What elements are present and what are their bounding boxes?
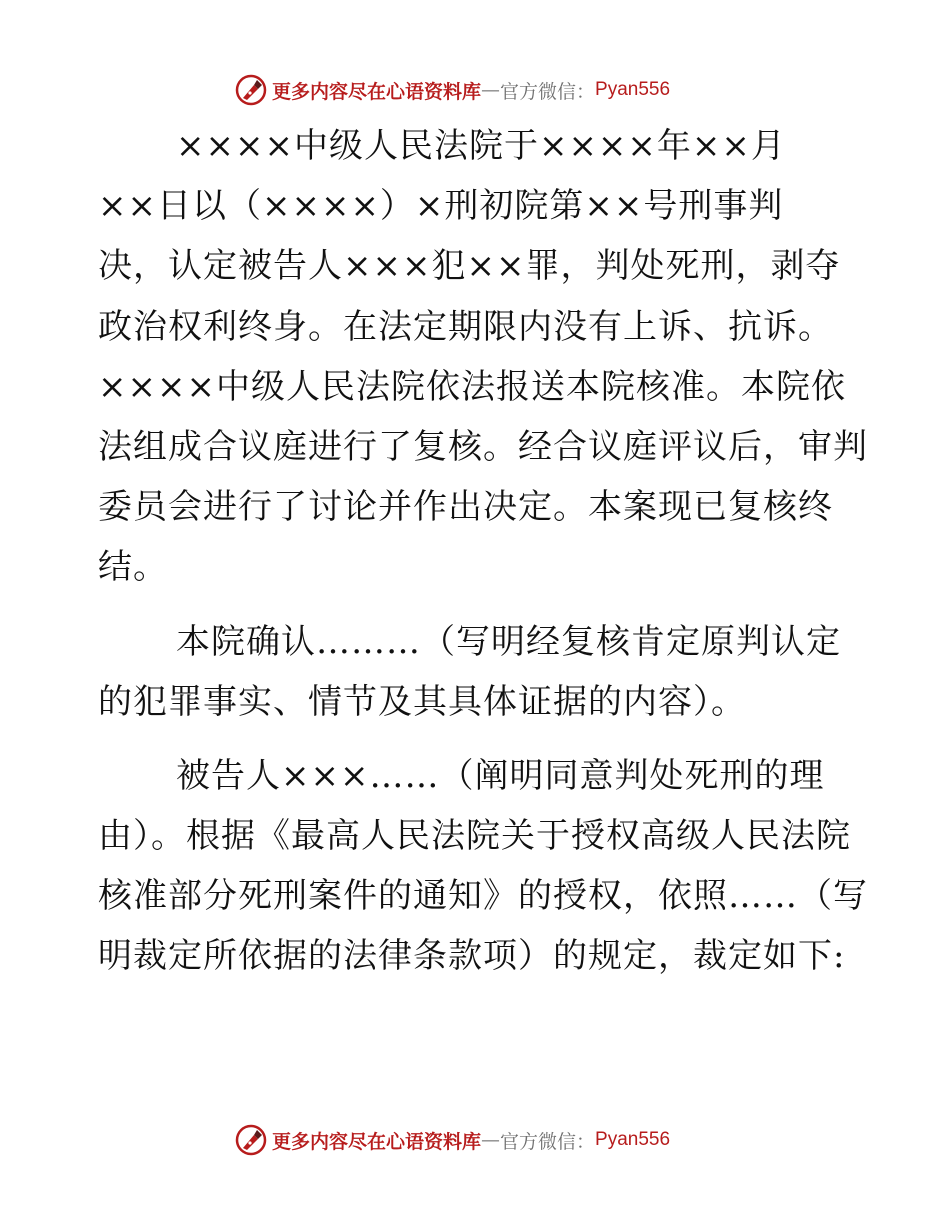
footer-wechat-label: 官方微信： (500, 1130, 596, 1153)
pen-nib-logo-icon (234, 73, 268, 107)
text-line: 法组成合议庭进行了复核。经合议庭评议后，审判 (98, 426, 868, 467)
header-wechat-id: Pyan556 (595, 79, 671, 100)
text-line: 被告人×××……（阐明同意判处死刑的理 (176, 755, 825, 796)
header-separator: — (481, 79, 501, 101)
pen-nib-logo-icon (234, 1123, 268, 1157)
header-wechat-label: 官方微信： (500, 80, 596, 103)
paragraph-ruling-basis (98, 746, 868, 987)
text-line: ××日以（××××）×刑初院第××号刑事判 (98, 186, 784, 227)
paragraph-gap (98, 732, 850, 746)
paragraph-court-confirms (98, 612, 850, 732)
paragraph-review-procedure (98, 116, 868, 598)
text-line: 委员会进行了讨论并作出决定。本案现已复核终 (98, 487, 833, 528)
text-line: 决，认定被告人×××犯××罪，判处死刑，剥夺 (98, 246, 841, 287)
header-banner (234, 73, 670, 107)
text-line: ××××中级人民法院于××××年××月 (176, 126, 786, 166)
footer-banner (234, 1123, 670, 1157)
footer-brand-text: 更多内容尽在心语资料库 (272, 1130, 482, 1153)
text-line: 本院确认………（写明经复核肯定原判认定 (176, 621, 841, 662)
text-line: 的犯罪事实、情节及其具体证据的内容）。 (98, 681, 746, 722)
text-line: 明裁定所依据的法律条款项）的规定，裁定如下: (98, 936, 846, 977)
text-line: 由）。根据《最高人民法院关于授权高级人民法院 (98, 816, 851, 857)
footer-separator: — (481, 1129, 501, 1151)
text-line: 结。 (98, 547, 168, 588)
document-body (98, 116, 868, 987)
text-line: 核准部分死刑案件的通知》的授权，依照……（写 (98, 876, 868, 917)
text-line: ××××中级人民法院依法报送本院核准。本院依 (98, 366, 846, 407)
text-line: 政治权利终身。在法定期限内没有上诉、抗诉。 (98, 306, 833, 347)
header-brand-text: 更多内容尽在心语资料库 (272, 80, 482, 103)
footer-wechat-id: Pyan556 (595, 1129, 671, 1150)
paragraph-gap (98, 598, 850, 612)
